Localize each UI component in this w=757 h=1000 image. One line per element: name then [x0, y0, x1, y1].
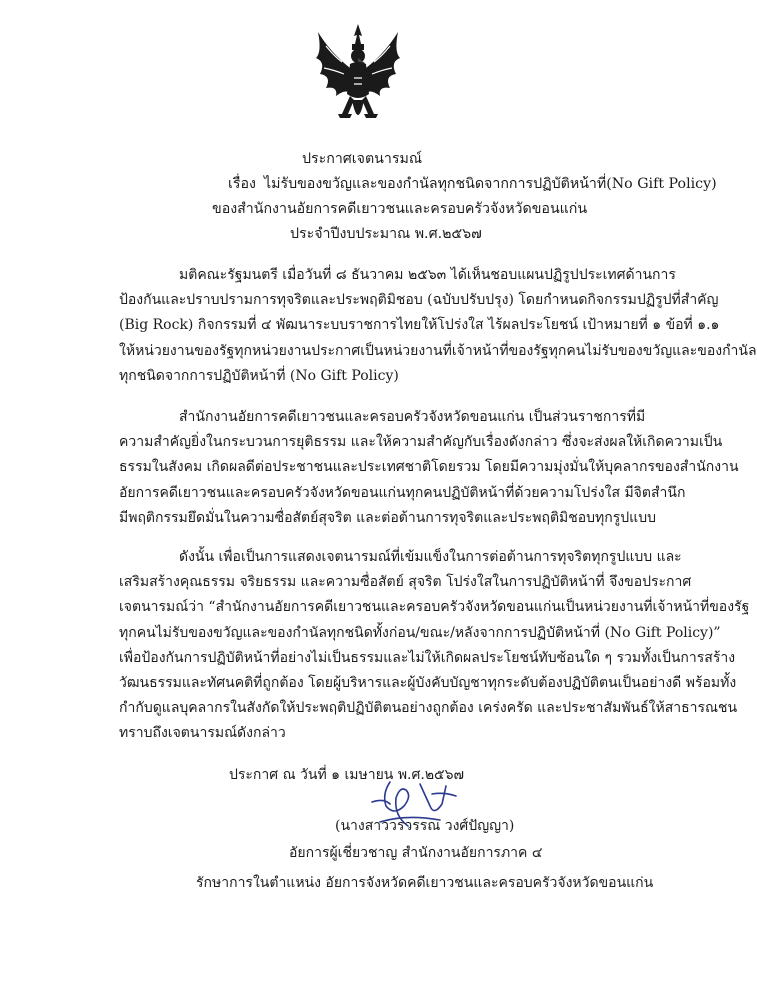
garuda-emblem-icon: [312, 22, 404, 134]
subject-label: เรื่อง: [228, 176, 256, 192]
announcement-title: ประกาศเจตนารมณ์: [302, 151, 422, 167]
paragraph-line: ทุกชนิดจากการปฏิบัติหน้าที่ (No Gift Policy): [119, 367, 399, 384]
announcement-heading: [0, 148, 717, 244]
paragraph-1: [119, 263, 757, 389]
paragraph-line: สำนักงานอัยการคดีเยาวชนและครอบครัวจังหวัดขอนแก่น เป็นส่วนราชการที่มี: [179, 409, 646, 425]
paragraph-2: [119, 405, 739, 531]
paragraph-line: ความสำคัญยิ่งในกระบวนการยุติธรรม และให้ความสำคัญกับเรื่องดังกล่าว ซึ่งจะส่งผลให้เกิดความเป็น: [119, 434, 723, 451]
paragraph-line: ให้หน่วยงานของรัฐทุกหน่วยงานประกาศเป็นหน่วยงานที่เจ้าหน้าที่ของรัฐทุกคนไม่รับของขวัญและของกำนัล: [119, 342, 757, 359]
paragraph-line: ทราบถึงเจตนารมณ์ดังกล่าว: [119, 725, 286, 742]
paragraph-line: ป้องกันและปราบปรามการทุจริตและประพฤติมิชอบ (ฉบับปรับปรุง) โดยกำหนดกิจกรรมปฏิรูปที่สำคัญ: [119, 292, 719, 309]
paragraph-line: เพื่อป้องกันการปฏิบัติหน้าที่อย่างไม่เป็นธรรมและไม่ให้เกิดผลประโยชน์ทับซ้อนใด ๆ รวมทั้งเป็นการสร้าง: [119, 649, 736, 666]
announcement-date: ประกาศ ณ วันที่ ๑ เมษายน พ.ศ.๒๕๖๗: [229, 767, 465, 783]
paragraph-line: ดังนั้น เพื่อเป็นการแสดงเจตนารมณ์ที่เข้มแข็งในการต่อต้านการทุจริตทุกรูปแบบ และ: [179, 549, 682, 565]
paragraph-line: (Big Rock) กิจกรรมที่ ๔ พัฒนาระบบราชการไทยให้โปร่งใส ไร้ผลประโยชน์ เป้าหมายที่ ๑ ข้อที่ ๑.๑: [119, 317, 720, 334]
signer-name: (นางสาววรวรรณ วงศ์ปัญญา): [335, 818, 515, 834]
paragraph-line: ธรรมในสังคม เกิดผลดีต่อประชาชนและประเทศชาติโดยรวม โดยมีความมุ่งมั่นให้บุคลากรของสำนักงาน: [119, 459, 739, 476]
paragraph-line: อัยการคดีเยาวชนและครอบครัวจังหวัดขอนแก่นทุกคนปฏิบัติหน้าที่ด้วยความโปร่งใส มีจิตสำนึก: [119, 484, 686, 501]
signer-title: อัยการผู้เชี่ยวชาญ สำนักงานอัยการภาค ๔: [289, 845, 543, 861]
paragraph-line: ทุกคนไม่รับของขวัญและของกำนัลทุกชนิดทั้งก่อน/ขณะ/หลังจากการปฏิบัติหน้าที่ (No Gift Policy)”: [119, 624, 721, 641]
paragraph-line: มติคณะรัฐมนตรี เมื่อวันที่ ๘ ธันวาคม ๒๕๖๓ ได้เห็นชอบแผนปฏิรูปประเทศด้านการ: [179, 267, 676, 283]
paragraph-line: กำกับดูแลบุคลากรในสังกัดให้ประพฤติปฏิบัติตนอย่างถูกต้อง เคร่งครัด และประชาสัมพันธ์ให้สาธารณชน: [119, 700, 738, 717]
subject-text: ไม่รับของขวัญและของกำนัลทุกชนิดจากการปฏิบัติหน้าที่(No Gift Policy): [264, 176, 717, 192]
paragraph-line: เจตนารมณ์ว่า “สำนักงานอัยการคดีเยาวชนและครอบครัวจังหวัดขอนแก่นเป็นหน่วยงานที่เจ้าหน้าที่ของรัฐ: [119, 599, 750, 616]
paragraph-line: วัฒนธรรมและทัศนคติที่ถูกต้อง โดยผู้บริหารและผู้บังคับบัญชาทุกระดับต้องปฏิบัติตนเป็นอย่างดี พร้อมทั้ง: [119, 675, 737, 692]
paragraph-3: [119, 545, 750, 747]
paragraph-line: เสริมสร้างคุณธรรม จริยธรรม และความซื่อสัตย์ สุจริต โปร่งใสในการปฏิบัติหน้าที่ จึงขอประกาศ: [119, 574, 692, 591]
subject-organization: ของสำนักงานอัยการคดีเยาวชนและครอบครัวจังหวัดขอนแก่น: [212, 201, 588, 217]
fiscal-year: ประจำปีงบประมาณ พ.ศ.๒๕๖๗: [290, 226, 482, 242]
signer-acting-position: รักษาการในตำแหน่ง อัยการจังหวัดคดีเยาวชนและครอบครัวจังหวัดขอนแก่น: [196, 875, 654, 891]
paragraph-line: มีพฤติกรรมยึดมั่นในความซื่อสัตย์สุจริต และต่อต้านการทุจริตและประพฤติมิชอบทุกรูปแบบ: [119, 509, 656, 526]
